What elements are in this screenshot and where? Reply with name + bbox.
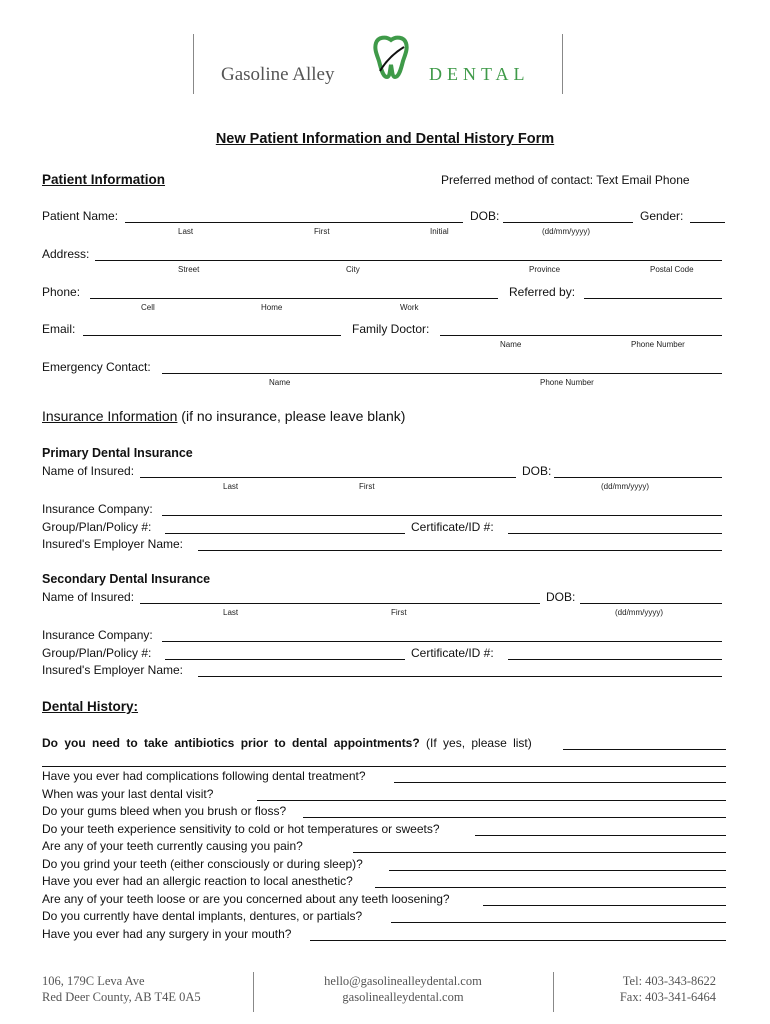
- secondary-group-field[interactable]: [165, 659, 405, 660]
- patient-name-label: Patient Name:: [42, 209, 119, 223]
- history-answer-field[interactable]: [394, 782, 726, 783]
- patient-info-heading: Patient Information: [42, 172, 166, 187]
- footer-divider-left: [253, 972, 254, 1012]
- dental-history-heading: Dental History:: [42, 699, 139, 714]
- secondary-insurance-heading: Secondary Dental Insurance: [42, 572, 211, 586]
- history-answer-field[interactable]: [310, 940, 726, 941]
- address-sub-city: City: [346, 265, 360, 274]
- secondary-sub-first: First: [391, 608, 407, 617]
- insurance-heading: Insurance Information: [42, 408, 178, 424]
- history-answer-field[interactable]: [353, 852, 726, 853]
- header-divider-right: [562, 34, 563, 94]
- q-antibiotics-field-2[interactable]: [42, 766, 726, 767]
- dob-format: (dd/mm/yyyy): [542, 227, 590, 236]
- primary-group-label: Group/Plan/Policy #:: [42, 520, 152, 534]
- dob-field[interactable]: [503, 222, 633, 223]
- address-sub-province: Province: [529, 265, 561, 274]
- phone-sub-home: Home: [261, 303, 283, 312]
- secondary-dob-field[interactable]: [580, 603, 722, 604]
- primary-employer-label: Insured's Employer Name:: [42, 537, 184, 551]
- primary-cert-label: Certificate/ID #:: [411, 520, 494, 534]
- secondary-group-label: Group/Plan/Policy #:: [42, 646, 152, 660]
- secondary-insured-label: Name of Insured:: [42, 590, 135, 604]
- primary-group-field[interactable]: [165, 533, 405, 534]
- primary-insured-label: Name of Insured:: [42, 464, 135, 478]
- tooth-logo-icon: [366, 33, 416, 83]
- secondary-employer-label: Insured's Employer Name:: [42, 663, 184, 677]
- history-question: Have you ever had an allergic reaction to local anesthetic?: [42, 874, 353, 888]
- contact-preference[interactable]: Preferred method of contact: Text Email Phone: [441, 173, 690, 187]
- primary-sub-first: First: [359, 482, 375, 491]
- secondary-cert-field[interactable]: [508, 659, 722, 660]
- doctor-sub-phone: Phone Number: [631, 340, 685, 349]
- header-divider-left: [193, 34, 194, 94]
- emergency-contact-field[interactable]: [162, 373, 722, 374]
- name-sub-initial: Initial: [430, 227, 449, 236]
- history-question: Are any of your teeth currently causing you pain?: [42, 839, 303, 853]
- emergency-sub-name: Name: [269, 378, 291, 387]
- q-antibiotics-text: Do you need to take antibiotics prior to dental appointments?: [42, 736, 420, 750]
- patient-name-field[interactable]: [125, 222, 463, 223]
- history-question: Do your teeth experience sensitivity to cold or hot temperatures or sweets?: [42, 821, 440, 836]
- q-antibiotics-field[interactable]: [563, 749, 726, 750]
- history-question: When was your last dental visit?: [42, 786, 214, 801]
- history-answer-field[interactable]: [475, 835, 726, 836]
- address-label: Address:: [42, 247, 90, 261]
- family-doctor-field[interactable]: [440, 335, 722, 336]
- address-sub-street: Street: [178, 265, 200, 274]
- secondary-company-label: Insurance Company:: [42, 628, 153, 642]
- primary-insured-field[interactable]: [140, 477, 516, 478]
- dob-label: DOB:: [470, 209, 500, 223]
- footer-divider-right: [553, 972, 554, 1012]
- primary-insurance-heading: Primary Dental Insurance: [42, 446, 193, 460]
- emergency-sub-phone: Phone Number: [540, 378, 594, 387]
- doctor-sub-name: Name: [500, 340, 522, 349]
- brand-dental: DENTAL: [429, 64, 530, 84]
- history-answer-field[interactable]: [389, 870, 726, 871]
- q-antibiotics: [42, 736, 532, 750]
- history-answer-field[interactable]: [257, 800, 726, 801]
- name-sub-last: Last: [178, 227, 194, 236]
- history-question: Are any of your teeth loose or are you concerned about any teeth loosening?: [42, 891, 450, 906]
- secondary-cert-label: Certificate/ID #:: [411, 646, 494, 660]
- secondary-dob-format: (dd/mm/yyyy): [615, 608, 663, 617]
- phone-sub-cell: Cell: [141, 303, 155, 312]
- form-title: New Patient Information and Dental History Form: [215, 131, 555, 147]
- footer-tel: Tel: 403-343-8622: [622, 974, 716, 988]
- footer-email-link[interactable]: hello@gasolinealleydental.com: [324, 974, 482, 988]
- secondary-company-field[interactable]: [162, 641, 722, 642]
- history-answer-field[interactable]: [483, 905, 726, 906]
- emergency-contact-label: Emergency Contact:: [42, 360, 151, 374]
- primary-dob-label: DOB:: [522, 464, 552, 478]
- footer-fax: Fax: 403-341-6464: [619, 990, 716, 1004]
- name-sub-first: First: [314, 227, 330, 236]
- address-sub-postal: Postal Code: [650, 265, 694, 274]
- primary-dob-format: (dd/mm/yyyy): [601, 482, 649, 491]
- insurance-note: (if no insurance, please leave blank): [177, 408, 406, 424]
- email-label: Email:: [42, 322, 76, 336]
- phone-sub-work: Work: [400, 303, 419, 312]
- history-answer-field[interactable]: [375, 887, 726, 888]
- brand-name: Gasoline Alley: [221, 64, 335, 85]
- insurance-heading-row: [42, 408, 405, 424]
- phone-label: Phone:: [42, 285, 81, 299]
- history-question: Do you grind your teeth (either consciously or during sleep)?: [42, 856, 363, 871]
- footer-address-line2: Red Deer County, AB T4E 0A5: [42, 990, 201, 1004]
- primary-company-field[interactable]: [162, 515, 722, 516]
- q-antibiotics-note: (If yes, please list): [419, 736, 532, 750]
- secondary-sub-last: Last: [223, 608, 239, 617]
- referred-field[interactable]: [584, 298, 722, 299]
- phone-field[interactable]: [90, 298, 498, 299]
- primary-company-label: Insurance Company:: [42, 502, 153, 516]
- gender-label: Gender:: [640, 209, 684, 223]
- email-field[interactable]: [83, 335, 341, 336]
- history-question: Do you currently have dental implants, dentures, or partials?: [42, 909, 363, 923]
- footer-website-link[interactable]: gasolinealleydental.com: [342, 990, 464, 1004]
- history-question: Have you ever had complications following dental treatment?: [42, 769, 366, 783]
- history-answer-field[interactable]: [303, 817, 726, 818]
- secondary-employer-field[interactable]: [198, 676, 722, 677]
- primary-cert-field[interactable]: [508, 533, 722, 534]
- secondary-insured-field[interactable]: [140, 603, 540, 604]
- primary-dob-field[interactable]: [554, 477, 722, 478]
- secondary-dob-label: DOB:: [546, 590, 576, 604]
- primary-sub-last: Last: [223, 482, 239, 491]
- history-question: Have you ever had any surgery in your mouth?: [42, 926, 292, 941]
- primary-employer-field[interactable]: [198, 550, 722, 551]
- family-doctor-label: Family Doctor:: [352, 322, 430, 336]
- address-field[interactable]: [95, 260, 722, 261]
- history-question: Do your gums bleed when you brush or floss?: [42, 804, 287, 818]
- footer-address-line1: 106, 179C Leva Ave: [42, 974, 145, 988]
- referred-label: Referred by:: [509, 285, 576, 299]
- history-answer-field[interactable]: [391, 922, 726, 923]
- gender-field[interactable]: [690, 222, 725, 223]
